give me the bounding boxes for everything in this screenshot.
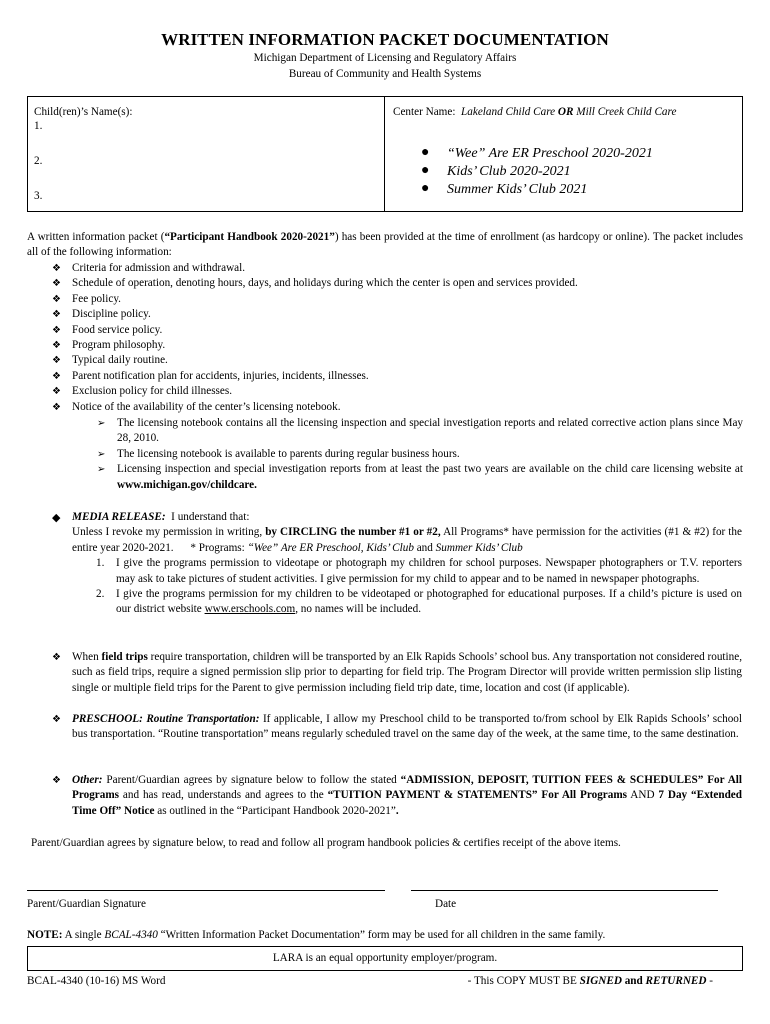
media-options-list (96, 556, 742, 618)
list-item: ❖ Fee policy. (52, 292, 742, 307)
child-2-field[interactable]: 2. (34, 155, 43, 167)
date-line[interactable] (411, 890, 718, 891)
diamond-bullet-icon: ❖ (52, 293, 61, 305)
list-item: ❖ Discipline policy. (52, 307, 742, 322)
center-name-cell (393, 106, 738, 197)
diamond-bullet-icon: ❖ (52, 263, 61, 274)
list-item: ➢ The licensing notebook contains all the licensing inspection and special investigation reports and related corrective action plans since May 28, 2010. (97, 417, 743, 445)
children-names-cell (34, 106, 374, 204)
bureau-name: Bureau of Community and Health Systems (288, 68, 482, 80)
list-item: ❖ Program philosophy. (52, 338, 742, 353)
diamond-bullet-icon: ❖ (52, 340, 61, 352)
media-release-label: MEDIA RELEASE: (72, 511, 166, 523)
list-item: ❖ Notice of the availability of the center’s licensing notebook. (52, 400, 742, 415)
center-lakeland: Lakeland Child Care (461, 106, 556, 118)
packet-items-list (52, 261, 742, 415)
arrow-bullet-icon: ➢ (97, 448, 106, 460)
arrow-bullet-icon: ➢ (97, 464, 106, 476)
department-name: Michigan Department of Licensing and Regulatory Affairs (253, 52, 517, 64)
list-item: ➢ The licensing notebook is available to parents during regular business hours. (97, 447, 743, 462)
list-item: ❖ Parent notification plan for accidents, injuries, incidents, illnesses. (52, 369, 742, 384)
diamond-bullet-icon: ❖ (52, 278, 61, 290)
agreement-text: Parent/Guardian agrees by signature below, to read and follow all program handbook policies & certifies receipt of the above items. (31, 837, 621, 849)
signature-line[interactable] (27, 890, 385, 891)
list-item: ❖ Schedule of operation, denoting hours, days, and holidays during which the center is open and services provided. (52, 276, 742, 291)
child-3-field[interactable]: 3. (34, 190, 43, 202)
diamond-bullet-icon: ❖ (52, 355, 61, 367)
children-label: Child(ren)’s Name(s): (34, 106, 133, 118)
child-center-info-box (27, 96, 743, 212)
diamond-bullet-icon: ❖ (52, 370, 61, 382)
bullet-dot-icon: ● (421, 163, 430, 178)
program-item: ● “Wee” Are ER Preschool 2020-2021 (421, 145, 653, 161)
notebook-items-list (97, 416, 743, 493)
diamond-bullet-icon: ❖ (52, 775, 61, 786)
list-item: ❖ Exclusion policy for child illnesses. (52, 384, 742, 399)
licensing-website-link[interactable]: www.michigan.gov/childcare (117, 478, 255, 491)
field-trips-section: ❖ When field trips require transportation, children will be transported by an Elk Rapids Schools’ school bus. Any transportation not considered routine, such as field trips, require a signed permission slip prior to departing for field trip. The Program Director will provide written permission slip listing single or multiple field trips for the Parent to give permission including field trip date, time, location and cost (if applicable). (52, 651, 742, 694)
other-section: ❖ Other: Parent/Guardian agrees by signature below to follow the stated “ADMISSION, DEPOSIT, TUITION FEES & SCHEDULES” For All Programs and has read, understands and agrees to the “TUITION PAYMENT & STATEMENTS” For All Programs AND 7 Day “Extended Time Off” Notice as outlined in the “Participant Handbook 2020-2021”. (52, 774, 742, 817)
district-website-link[interactable]: www.erschools.com (204, 603, 296, 616)
date-label: Date (435, 898, 457, 910)
diamond-bullet-icon: ❖ (52, 652, 61, 663)
list-item: ❖ Typical daily routine. (52, 353, 742, 368)
document-title: WRITTEN INFORMATION PACKET DOCUMENTATION (161, 30, 609, 49)
form-id: BCAL-4340 (10-16) MS Word (27, 975, 166, 987)
diamond-bullet-icon: ❖ (52, 401, 61, 413)
arrow-bullet-icon: ➢ (97, 418, 106, 429)
preschool-transport-section: ❖ PRESCHOOL: Routine Transportation: If applicable, I allow my Preschool child to be transported to/from school by Elk Rapids Schools’ school bus transportation. “Routine transportation” means regularly scheduled travel on the same day of the week, at the same time, to the same destination. (52, 713, 742, 741)
note-text: NOTE: A single BCAL-4340 “Written Information Packet Documentation” form may be used for all children in the same family. (27, 929, 606, 941)
bullet-dot-icon: ● (421, 181, 430, 196)
diamond-bullet-icon: ❖ (52, 714, 61, 725)
list-item: ➢ Licensing inspection and special investigation reports from at least the past two years are available on the child care licensing website at www.michigan.gov/childcare. (97, 463, 743, 491)
signature-label: Parent/Guardian Signature (27, 898, 146, 910)
diamond-bullet-icon: ❖ (52, 309, 61, 321)
return-notice: - This COPY MUST BE SIGNED and RETURNED - (467, 975, 713, 987)
center-mill-creek: Mill Creek Child Care (576, 106, 677, 118)
filled-diamond-icon: ◆ (52, 511, 61, 524)
media-option-1[interactable]: 1. I give the programs permission to videotape or photograph my children for school purposes. Newspaper photographers or T.V. reporters may ask to take pictures of student activities. I give permission for my child to appear and to be named in newspaper photographs. (96, 557, 742, 585)
diamond-bullet-icon: ❖ (52, 386, 61, 398)
media-release-section: ◆ MEDIA RELEASE: I understand that: Unless I revoke my permission in writing, by CIRCLING the number #1 or #2, All Programs* have permission for the activities (#1 & #2) for the entire year 2020-2021. * Programs: “Wee” Are ER Preschool, Kids’ Club and Summer Kids’ Club 1. I give the programs permission to videotape or photograph my children for school purposes. Newspaper photographers or T.V. reporters may ask to take pictures of student activities. I give permission for my child to appear and to be named in newspaper photographs. 2. I give the programs permission for my children to be videotaped or photographed for educational purposes. If a child’s picture is used on our district website www.erschools.com, no names will be included. (52, 510, 742, 618)
center-label: Center Name: (393, 106, 456, 118)
diamond-bullet-icon: ❖ (52, 324, 61, 336)
list-item: ❖ Food service policy. (52, 323, 742, 338)
list-item: ❖ Criteria for admission and withdrawal. (52, 261, 742, 276)
program-item: ● Kids’ Club 2020-2021 (421, 163, 571, 179)
handbook-name: “Participant Handbook 2020-2021” (164, 231, 335, 243)
program-list (421, 146, 653, 200)
center-or: OR (557, 106, 574, 118)
program-item: ● Summer Kids’ Club 2021 (421, 181, 588, 197)
child-1-field[interactable]: 1. (34, 120, 43, 132)
equal-opportunity-box: LARA is an equal opportunity employer/program. (27, 946, 743, 971)
intro-paragraph: A written information packet (“Participant Handbook 2020-2021”) has been provided at the time of enrollment (as hardcopy or online). The packet includes all of the following information: (27, 231, 744, 259)
box-divider (384, 97, 385, 211)
bullet-dot-icon: ● (421, 145, 430, 160)
media-option-2[interactable]: 2. I give the programs permission for my children to be videotaped or photographed for educational purposes. If a child’s picture is used on our district website www.erschools.com, no names will be included. (96, 588, 742, 616)
